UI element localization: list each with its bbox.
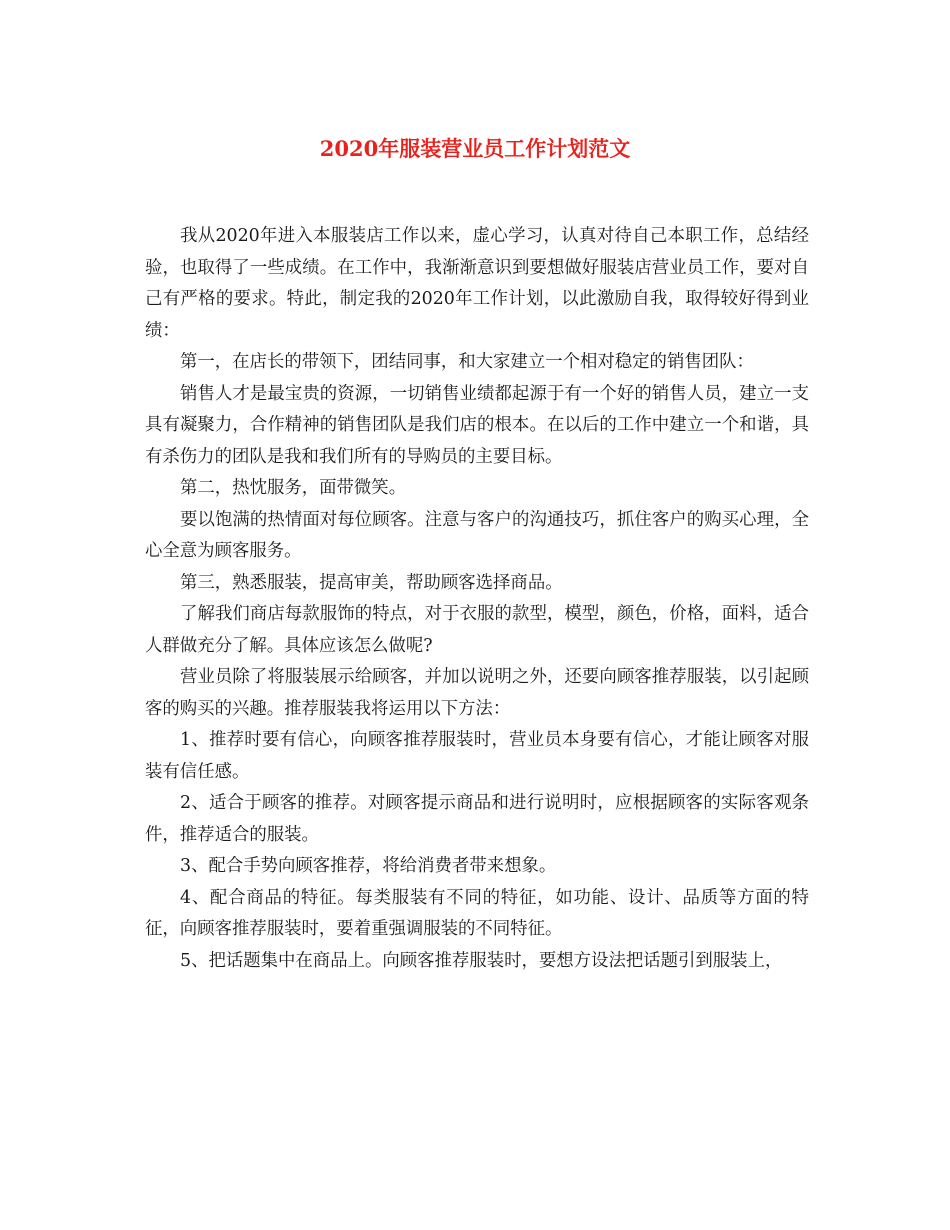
paragraph-method-3: 3、配合手势向顾客推荐，将给消费者带来想象。 bbox=[180, 856, 557, 876]
paragraph-point-one: 第一，在店长的带领下，团结同事，和大家建立一个相对稳定的销售团队： bbox=[180, 352, 754, 372]
paragraph-point-two: 第二，热忱服务，面带微笑。 bbox=[180, 478, 407, 498]
paragraph-method-2: 2、适合于顾客的推荐。对顾客提示商品和进行说明时，应根据顾客的实际客观条件，推荐适合的服装。 bbox=[145, 793, 809, 845]
paragraph-know-products: 了解我们商店每款服饰的特点，对于衣服的款型，模型，颜色，价格，面料，适合人群做充分了解。具体应该怎么做呢? bbox=[145, 604, 809, 656]
paragraph-method-1: 1、推荐时要有信心，向顾客推荐服装时，营业员本身要有信心，才能让顾客对服装有信任感。 bbox=[145, 730, 809, 782]
paragraph-sales-team: 销售人才是最宝贵的资源，一切销售业绩都起源于有一个好的销售人员，建立一支具有凝聚力，合作精神的销售团队是我们店的根本。在以后的工作中建立一个和谐，具有杀伤力的团队是我和我们所有的导购员的主要目标。 bbox=[145, 383, 809, 467]
paragraph-method-4: 4、配合商品的特征。每类服装有不同的特征，如功能、设计、品质等方面的特征，向顾客推荐服装时，要着重强调服装的不同特征。 bbox=[145, 887, 809, 939]
paragraph-intro: 我从2020年进入本服装店工作以来，虚心学习，认真对待自己本职工作，总结经验，也取得了一些成绩。在工作中，我渐渐意识到要想做好服装店营业员工作，要对自己有严格的要求。特此，制定我的2020年工作计划，以此激励自我，取得较好得到业绩： bbox=[145, 226, 809, 341]
document-body bbox=[145, 221, 809, 977]
paragraph-point-three: 第三，熟悉服装，提高审美，帮助顾客选择商品。 bbox=[180, 572, 563, 593]
paragraph-recommend-methods: 营业员除了将服装展示给顾客，并加以说明之外，还要向顾客推荐服装，以引起顾客的购买的兴趣。推荐服装我将运用以下方法： bbox=[145, 667, 809, 719]
paragraph-service: 要以饱满的热情面对每位顾客。注意与客户的沟通技巧，抓住客户的购买心理，全心全意为顾客服务。 bbox=[145, 509, 809, 561]
page-title: 2020年服装营业员工作计划范文 bbox=[319, 136, 631, 161]
paragraph-method-5: 5、把话题集中在商品上。向顾客推荐服装时，要想方设法把话题引到服装上， bbox=[180, 950, 783, 971]
